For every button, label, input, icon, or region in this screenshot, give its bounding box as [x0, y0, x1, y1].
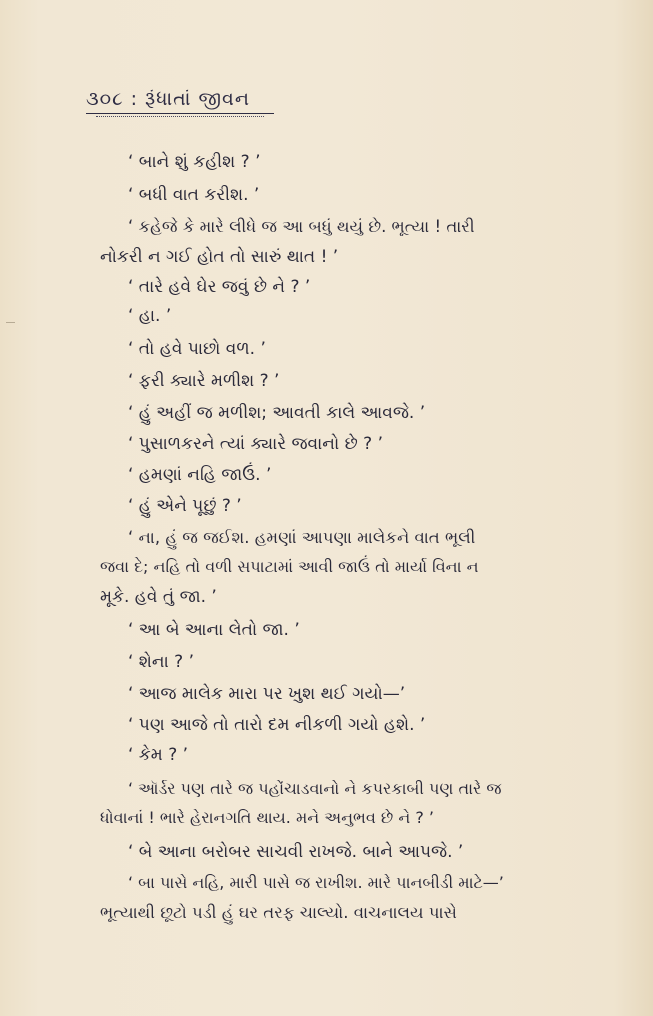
text-line: ‘ કહેજે કે મારે લીધે જ આ બધું થયું છે. ભૂત્યા ! તારી	[128, 217, 475, 236]
text-line: ‘ ના, હું જ જઈશ. હમણાં આપણા માલેકને વાત ભૂલી	[128, 528, 476, 547]
header-underline	[86, 113, 274, 114]
text-line: ભૂત્યાથી છૂટો પડી હું ઘર તરફ ચાલ્યો. વાચનાલય પાસે	[100, 903, 457, 922]
text-line: નોકરી ન ગઈ હોત તો સારું થાત ! ’	[100, 247, 339, 267]
text-line: ‘ આજ માલેક મારા પર ખુશ થઈ ગયો—’	[128, 684, 406, 704]
text-line: ‘ હું અહીં જ મળીશ; આવતી કાલે આવજે. ’	[128, 403, 426, 423]
header-dotted-underline	[96, 116, 264, 117]
text-line: ‘ બાને શું કહીશ ? ’	[128, 152, 261, 172]
text-line: ‘ તો હવે પાછો વળ. ’	[128, 339, 266, 359]
text-line: ‘ કેમ ? ’	[128, 745, 189, 765]
text-line: ‘ બા પાસે નહિ, મારી પાસે જ રાખીશ. મારે પાનબીડી માટે—’	[128, 873, 504, 892]
text-line: ‘ આ બે આના લેતો જા. ’	[128, 620, 300, 640]
text-line: ‘ બે આના બરોબર સાચવી રાખજે. બાને આપજે. ’	[128, 842, 464, 862]
text-line: ‘ બધી વાત કરીશ. ’	[128, 185, 260, 205]
text-line: જવા દે; નહિ તો વળી સપાટામાં આવી જાઉં તો માર્યા વિના ન	[100, 557, 479, 576]
margin-mark	[6, 322, 15, 323]
text-line: ‘ પણ આજે તો તારો દમ નીકળી ગયો હશે. ’	[128, 715, 426, 735]
text-line: ધોવાનાં ! ભારે હેરાનગતિ થાય. મને અનુભવ છે ને ? ’	[100, 808, 435, 827]
text-line: ‘ હમણાં નહિ જાઉં. ’	[128, 465, 272, 485]
text-line: ‘ તારે હવે ઘેર જવું છે ને ? ’	[128, 277, 311, 297]
text-line: ‘ હા. ’	[128, 306, 172, 326]
running-header: ૩૦૮ : રૂંધાતાં જીવન	[86, 88, 251, 110]
text-line: ‘ શેના ? ’	[128, 652, 194, 672]
text-line: ‘ હું એને પૂછું ? ’	[128, 496, 242, 516]
text-line: ‘ ફરી ક્યારે મળીશ ? ’	[128, 371, 280, 391]
text-line: ‘ પુસાળકરને ત્યાં ક્યારે જવાનો છે ? ’	[128, 434, 383, 454]
text-line: મૂકે. હવે તું જા. ’	[100, 587, 217, 607]
text-line: ‘ ઑર્ડર પણ તારે જ પહોંચાડવાનો ને કપરકાબી પણ તારે જ	[128, 779, 502, 798]
